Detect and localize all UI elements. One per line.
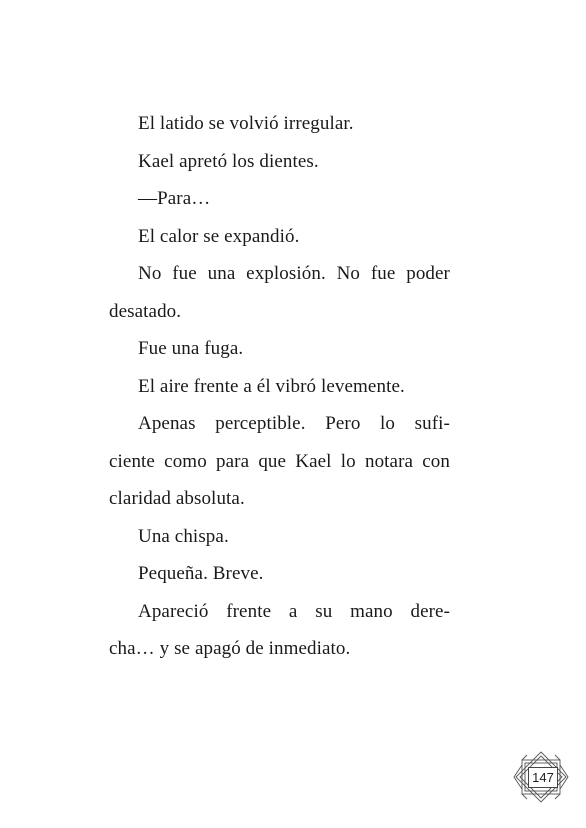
text-line: desatado.	[109, 300, 182, 322]
text-line: Fue una fuga.	[138, 338, 244, 359]
text-line: —Para…	[138, 188, 211, 209]
paragraph	[109, 180, 450, 218]
page-number-ornament	[511, 751, 571, 803]
paragraph	[109, 255, 450, 330]
text-line: ciente como para que Kael lo notara con	[109, 450, 450, 472]
paragraph	[109, 555, 450, 593]
paragraph	[109, 368, 450, 406]
paragraph	[109, 105, 450, 143]
text-line: claridad absoluta.	[109, 488, 245, 509]
text-line: Apareció frente a su mano dere-	[138, 600, 450, 622]
text-line: Kael apretó los dientes.	[138, 150, 319, 172]
text-line: El latido se volvió irregular.	[138, 113, 354, 134]
paragraph	[109, 218, 450, 256]
page-number: 147	[528, 767, 558, 788]
body-text	[109, 105, 450, 668]
text-line: Apenas perceptible. Pero lo sufi-	[138, 413, 450, 434]
paragraph	[109, 518, 450, 556]
text-line: El aire frente a él vibró levemente.	[138, 375, 405, 397]
text-line: cha… y se apagó de inmediato.	[109, 638, 351, 659]
text-line: Una chispa.	[138, 525, 229, 547]
text-line: Pequeña. Breve.	[138, 563, 264, 584]
paragraph	[109, 330, 450, 368]
text-line: No fue una explosión. No fue poder	[138, 263, 450, 284]
text-line: El calor se expandió.	[138, 225, 300, 247]
paragraph	[109, 143, 450, 181]
paragraph	[109, 405, 450, 518]
paragraph	[109, 593, 450, 668]
